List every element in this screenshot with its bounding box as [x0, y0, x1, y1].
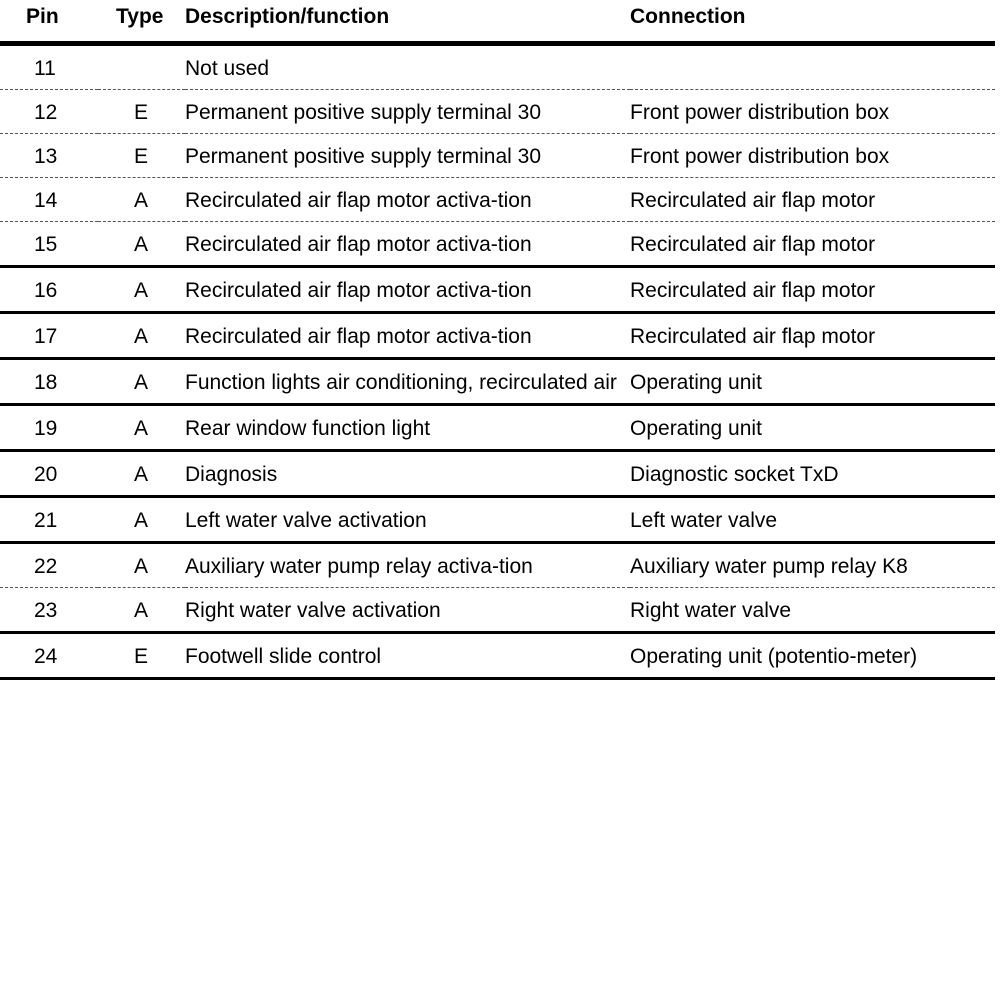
header-connection: Connection	[630, 0, 995, 44]
table-row	[0, 44, 995, 90]
header-type: Type	[98, 0, 185, 44]
cell-description: Left water valve activation	[185, 497, 630, 543]
cell-connection: Front power distribution box	[630, 90, 995, 134]
cell-pin: 20	[0, 451, 98, 497]
cell-connection: Operating unit (potentio-meter)	[630, 633, 995, 679]
table-row	[0, 134, 995, 178]
table-row	[0, 267, 995, 313]
cell-pin: 11	[0, 44, 98, 90]
cell-connection: Left water valve	[630, 497, 995, 543]
cell-type: A	[98, 543, 185, 588]
cell-type: A	[98, 451, 185, 497]
cell-pin: 16	[0, 267, 98, 313]
cell-type	[98, 44, 185, 90]
cell-description: Not used	[185, 44, 630, 90]
cell-pin: 21	[0, 497, 98, 543]
cell-type: A	[98, 588, 185, 633]
cell-description: Auxiliary water pump relay activa-tion	[185, 543, 630, 588]
cell-description: Function lights air conditioning, recirculated air	[185, 359, 630, 405]
table-body	[0, 44, 995, 679]
cell-connection: Right water valve	[630, 588, 995, 633]
cell-type: A	[98, 359, 185, 405]
cell-type: A	[98, 222, 185, 267]
cell-connection: Recirculated air flap motor	[630, 267, 995, 313]
table-row	[0, 588, 995, 633]
cell-type: A	[98, 405, 185, 451]
cell-connection	[630, 44, 995, 90]
cell-description: Footwell slide control	[185, 633, 630, 679]
cell-pin: 13	[0, 134, 98, 178]
table-row	[0, 178, 995, 222]
table-row	[0, 359, 995, 405]
table-row	[0, 497, 995, 543]
cell-pin: 18	[0, 359, 98, 405]
cell-description: Rear window function light	[185, 405, 630, 451]
cell-pin: 14	[0, 178, 98, 222]
cell-description: Right water valve activation	[185, 588, 630, 633]
table-row	[0, 90, 995, 134]
cell-connection: Recirculated air flap motor	[630, 222, 995, 267]
cell-pin: 22	[0, 543, 98, 588]
table-row	[0, 633, 995, 679]
header-description: Description/function	[185, 0, 630, 44]
cell-type: E	[98, 633, 185, 679]
cell-pin: 15	[0, 222, 98, 267]
cell-connection: Operating unit	[630, 359, 995, 405]
cell-pin: 17	[0, 313, 98, 359]
cell-connection: Recirculated air flap motor	[630, 313, 995, 359]
cell-type: E	[98, 134, 185, 178]
cell-type: A	[98, 178, 185, 222]
cell-pin: 19	[0, 405, 98, 451]
cell-connection: Auxiliary water pump relay K8	[630, 543, 995, 588]
cell-description: Permanent positive supply terminal 30	[185, 90, 630, 134]
table-row	[0, 543, 995, 588]
table-header	[0, 0, 995, 44]
cell-pin: 12	[0, 90, 98, 134]
cell-connection: Operating unit	[630, 405, 995, 451]
cell-pin: 24	[0, 633, 98, 679]
cell-description: Recirculated air flap motor activa-tion	[185, 178, 630, 222]
cell-description: Recirculated air flap motor activa-tion	[185, 222, 630, 267]
cell-description: Diagnosis	[185, 451, 630, 497]
cell-connection: Front power distribution box	[630, 134, 995, 178]
cell-description: Permanent positive supply terminal 30	[185, 134, 630, 178]
table-row	[0, 313, 995, 359]
cell-type: A	[98, 267, 185, 313]
cell-pin: 23	[0, 588, 98, 633]
cell-description: Recirculated air flap motor activa-tion	[185, 267, 630, 313]
cell-description: Recirculated air flap motor activa-tion	[185, 313, 630, 359]
cell-type: E	[98, 90, 185, 134]
table-row	[0, 405, 995, 451]
table-row	[0, 222, 995, 267]
cell-connection: Diagnostic socket TxD	[630, 451, 995, 497]
cell-type: A	[98, 497, 185, 543]
header-row	[0, 0, 995, 44]
header-pin: Pin	[0, 0, 98, 44]
table-row	[0, 451, 995, 497]
cell-connection: Recirculated air flap motor	[630, 178, 995, 222]
cell-type: A	[98, 313, 185, 359]
